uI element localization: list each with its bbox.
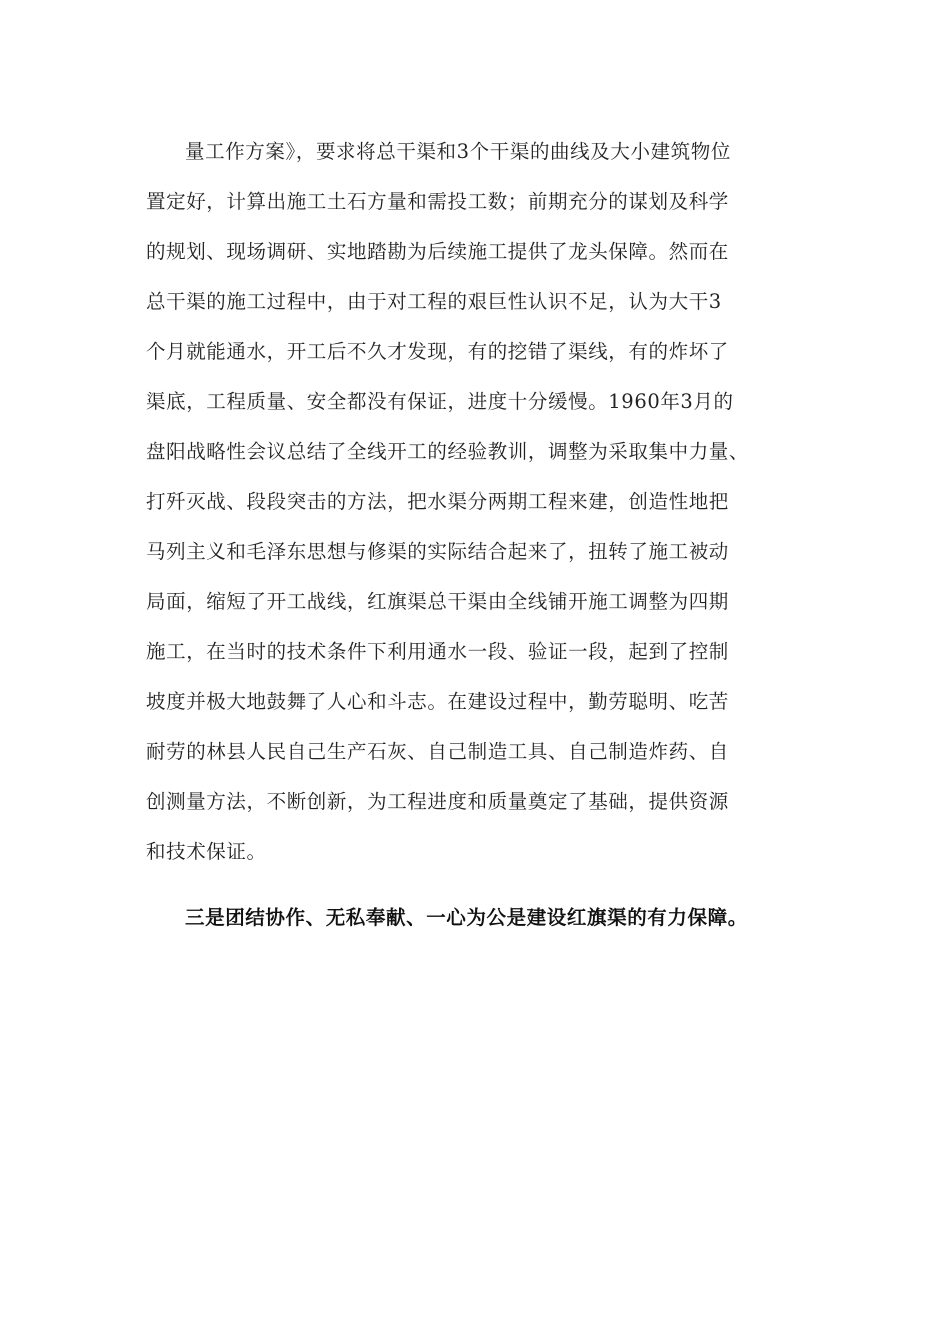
paragraph-line: 坡度并极大地鼓舞了人心和斗志。在建设过程中，勤劳聪明、吃苦 <box>146 690 729 713</box>
paragraph-line: 马列主义和毛泽东思想与修渠的实际结合起来了，扭转了施工被动 <box>146 540 729 563</box>
paragraph-line: 置定好，计算出施工土石方量和需投工数；前期充分的谋划及科学 <box>146 190 729 213</box>
section-heading: 三是团结协作、无私奉献、一心为公是建设红旗渠的有力保障。 <box>185 906 748 929</box>
paragraph-line: 渠底，工程质量、安全都没有保证，进度十分缓慢。1960年3月的 <box>146 390 734 413</box>
paragraph-line: 个月就能通水，开工后不久才发现，有的挖错了渠线，有的炸坏了 <box>146 340 729 363</box>
paragraph-line: 打歼灭战、段段突击的方法，把水渠分两期工程来建，创造性地把 <box>146 490 729 513</box>
paragraph-line: 量工作方案》，要求将总干渠和3个干渠的曲线及大小建筑物位 <box>185 140 731 163</box>
paragraph-line: 创测量方法，不断创新，为工程进度和质量奠定了基础，提供资源 <box>146 790 729 813</box>
paragraph-line: 施工，在当时的技术条件下利用通水一段、验证一段，起到了控制 <box>146 640 729 663</box>
paragraph-line: 盘阳战略性会议总结了全线开工的经验教训，调整为采取集中力量、 <box>146 440 750 463</box>
paragraph-line: 和技术保证。 <box>146 840 267 863</box>
paragraph-line: 总干渠的施工过程中，由于对工程的艰巨性认识不足，认为大干3 <box>146 290 722 313</box>
paragraph-line: 局面，缩短了开工战线，红旗渠总干渠由全线铺开施工调整为四期 <box>146 590 729 613</box>
body-text <box>146 132 826 948</box>
paragraph-line: 的规划、现场调研、实地踏勘为后续施工提供了龙头保障。然而在 <box>146 240 729 263</box>
paragraph-line: 耐劳的林县人民自己生产石灰、自己制造工具、自己制造炸药、自 <box>146 740 729 763</box>
